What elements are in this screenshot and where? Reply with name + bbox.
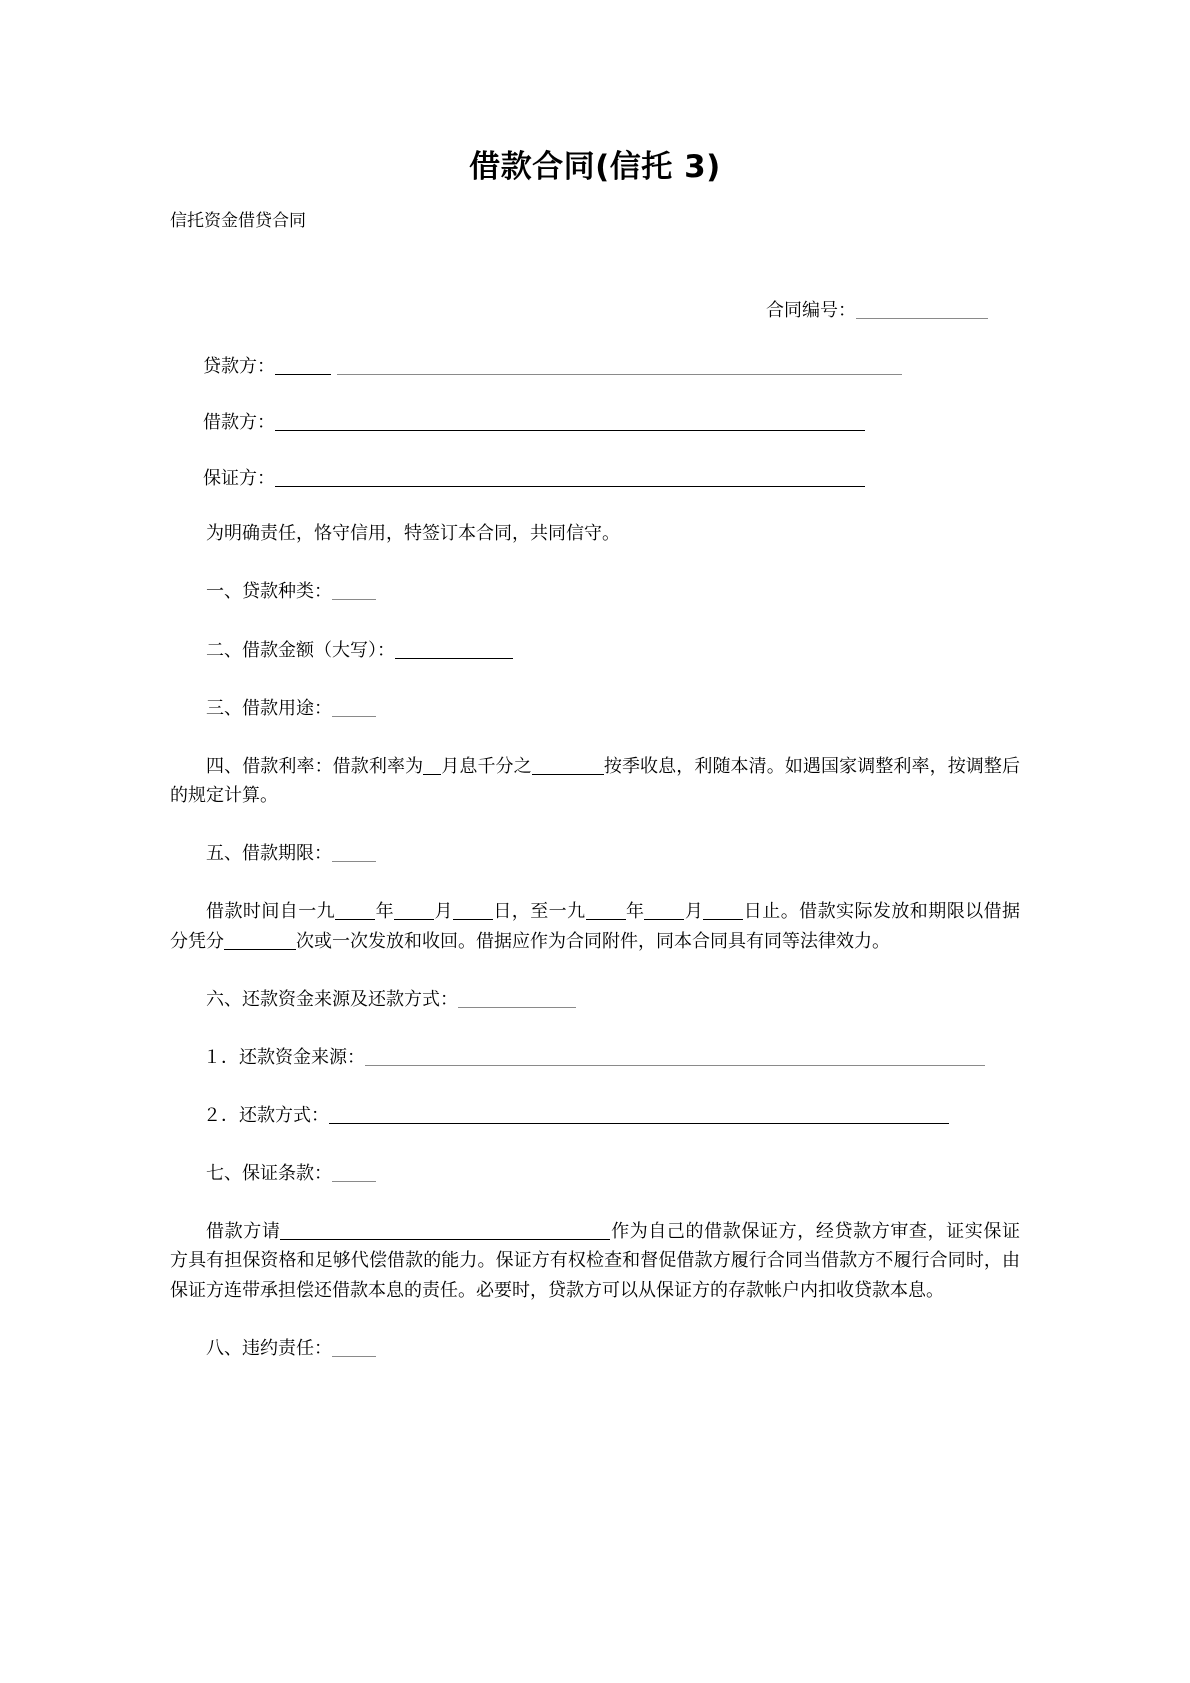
- clause-8-breach-liability: [170, 1305, 1020, 1363]
- clause-6-repayment: [170, 956, 1020, 1014]
- document-content: [170, 0, 1020, 1363]
- clause-7-guarantee-detail: [170, 1188, 1020, 1304]
- start-year-blank[interactable]: [335, 904, 375, 920]
- borrower-blank[interactable]: [275, 415, 865, 431]
- lender-label: 贷款方：: [203, 356, 275, 378]
- clause-2-loan-amount: [170, 607, 1020, 665]
- guarantor-line: [170, 434, 1020, 490]
- clause-1-label: 一、贷款种类：: [206, 581, 332, 603]
- clause-2-label: 二、借款金额（大写）：: [206, 639, 395, 661]
- clause-3-label: 三、借款用途：: [206, 697, 332, 719]
- clause-1-blank[interactable]: [332, 584, 376, 600]
- clause-4-blank-1[interactable]: [423, 759, 441, 775]
- clause-6-sub-1: [170, 1014, 1020, 1072]
- start-month-blank[interactable]: [394, 904, 434, 920]
- clause-5-loan-term: [170, 810, 1020, 868]
- start-day-blank[interactable]: [453, 904, 493, 920]
- clause-4-blank-2[interactable]: [532, 759, 604, 775]
- clause-3-loan-purpose: [170, 665, 1020, 723]
- clause-4-mid-1: 月息千分之: [441, 755, 532, 777]
- clause-5-month-2: 月: [684, 901, 704, 923]
- document-subtitle: 信托资金借贷合同: [170, 210, 306, 231]
- borrower-line: [170, 378, 1020, 434]
- clause-4-interest-rate: [170, 723, 1020, 810]
- end-year-blank[interactable]: [586, 904, 626, 920]
- contract-number-blank[interactable]: [856, 303, 988, 319]
- clause-5-year-2: 年: [625, 901, 645, 923]
- clause-6-sub-2: [170, 1072, 1020, 1130]
- borrower-label: 借款方：: [203, 412, 275, 434]
- clause-5-year-1: 年: [375, 901, 395, 923]
- end-day-blank[interactable]: [703, 904, 743, 920]
- guarantor-label: 保证方：: [203, 468, 275, 490]
- clause-6-blank[interactable]: [458, 992, 576, 1008]
- lender-blank-long[interactable]: [337, 359, 902, 375]
- clause-2-blank[interactable]: [395, 643, 513, 659]
- contract-number-label: 合同编号：: [766, 300, 856, 322]
- repayment-method-blank[interactable]: [329, 1108, 949, 1124]
- clause-6-sub-2-label: ２．还款方式：: [203, 1104, 329, 1126]
- lender-line: [170, 322, 1020, 378]
- end-month-blank[interactable]: [644, 904, 684, 920]
- guarantor-name-blank[interactable]: [280, 1224, 610, 1240]
- clause-7-text-b: 作为自己的借款保证方，经贷款方审查，证实保证方具有担保资格和足够代偿借款的能力。保证方有权检查和督促借款方履行合同当借款方不履行合同时，由保证方连带承担偿还借款本息的责任。必要时，贷款方可以从保证方的存款帐户内扣收贷款本息。: [170, 1221, 1021, 1301]
- clause-3-blank[interactable]: [332, 701, 376, 717]
- clause-7-blank[interactable]: [332, 1166, 376, 1182]
- clause-4-prefix: 四、借款利率：借款利率为: [206, 755, 424, 777]
- guarantor-blank[interactable]: [275, 471, 865, 487]
- clause-4-mid-2: 按季收息，利随本清。如遇国家调整利率，按调整后的规定计算。: [170, 755, 1021, 807]
- clause-7-label: 七、保证条款：: [206, 1163, 332, 1185]
- installment-count-blank[interactable]: [224, 934, 296, 950]
- preamble-paragraph: 为明确责任，恪守信用，特签订本合同，共同信守。: [206, 523, 620, 545]
- clause-5-label: 五、借款期限：: [206, 843, 332, 865]
- page-title: 借款合同(信托 3): [469, 149, 721, 185]
- clause-5-text-tail: 次或一次发放和收回。借据应作为合同附件，同本合同具有同等法律效力。: [296, 930, 890, 952]
- clause-7-text-a: 借款方请: [206, 1221, 281, 1243]
- lender-blank-short[interactable]: [275, 359, 331, 375]
- clause-5-day-2: 日止。借款实际发放和期限以借据分凭分: [170, 901, 1021, 952]
- clause-1-loan-type: [170, 548, 1020, 606]
- clause-5-month-1: 月: [434, 901, 453, 923]
- clause-5-day-1: 日，至一九: [492, 901, 586, 923]
- clause-6-label: 六、还款资金来源及还款方式：: [206, 988, 458, 1010]
- clause-7-guarantee: [170, 1130, 1020, 1188]
- clause-5-blank[interactable]: [332, 846, 376, 862]
- clause-5-text-a: 借款时间自一九: [206, 901, 336, 923]
- repayment-source-blank[interactable]: [365, 1050, 985, 1066]
- contract-number-line: [170, 234, 1020, 322]
- clause-8-blank[interactable]: [332, 1341, 376, 1357]
- clause-6-sub-1-label: １．还款资金来源：: [203, 1046, 365, 1068]
- clause-8-label: 八、违约责任：: [206, 1337, 332, 1359]
- clause-5-term-detail: [170, 868, 1020, 955]
